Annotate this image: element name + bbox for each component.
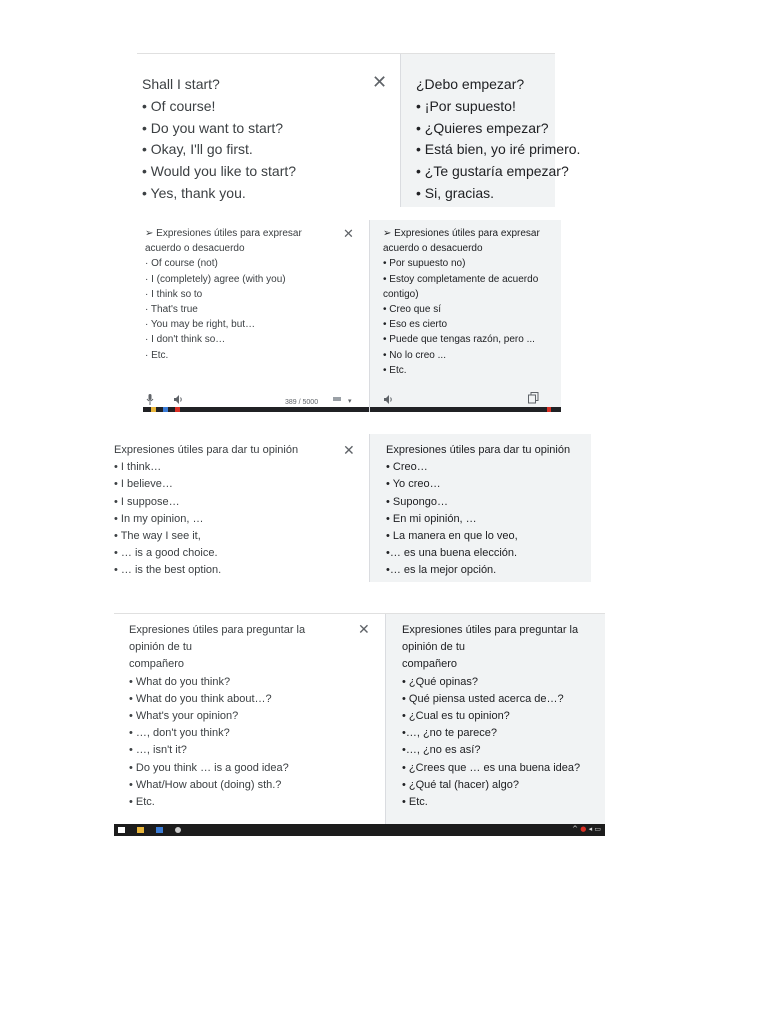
list-item: • Etc.: [402, 796, 428, 809]
translation-pane: [385, 614, 605, 825]
windows-start-icon[interactable]: [118, 827, 125, 833]
translation-pane: [369, 434, 591, 582]
list-item: • ¡Por supuesto!: [416, 97, 516, 114]
list-item: • Etc.: [129, 796, 155, 809]
list-item: contigo): [383, 288, 419, 300]
translation-header: ¿Debo empezar?: [416, 76, 525, 92]
list-item: • Do you want to start?: [142, 119, 284, 136]
list-item: • No lo creo ...: [383, 349, 446, 361]
source-list: [114, 459, 369, 579]
list-item: • Okay, I'll go first.: [142, 141, 253, 158]
app-icon: [163, 407, 168, 412]
list-item: • What's your opinion?: [129, 710, 239, 723]
notification-icon[interactable]: ●: [580, 825, 587, 833]
list-item: • Si, gracias.: [416, 184, 495, 201]
translation-header: Expresiones útiles para dar tu opinión: [386, 444, 571, 456]
source-list: [129, 674, 385, 812]
list-item: • ¿Te gustaría empezar?: [416, 163, 569, 180]
list-item: • Puede que tengas razón, pero ...: [383, 334, 535, 346]
tray-icon: [547, 407, 551, 412]
source-header: Expresiones útiles para dar tu opinión: [114, 444, 299, 456]
app-icon: [151, 407, 156, 412]
list-item: · I think so to: [145, 288, 203, 300]
source-toolbar: [143, 394, 369, 406]
clear-text-close-icon[interactable]: ✕: [358, 622, 370, 638]
chevron-up-icon[interactable]: ^: [572, 825, 579, 833]
translation-header-line: opinión de tu: [402, 641, 465, 654]
translate-panel-2: [143, 220, 561, 412]
translation-list: [386, 459, 591, 579]
translation-list: [383, 256, 561, 378]
app-icon: [175, 407, 180, 412]
list-item: · Of course (not): [145, 258, 218, 270]
list-item: • Would you like to start?: [142, 163, 297, 180]
list-item: •… es una buena elección.: [386, 547, 518, 560]
list-item: • ¿Cual es tu opinion?: [402, 710, 510, 723]
list-item: • I suppose…: [114, 495, 180, 508]
clear-text-close-icon[interactable]: ✕: [343, 443, 355, 459]
list-item: · You may be right, but…: [145, 319, 256, 331]
system-tray: [572, 825, 601, 833]
list-item: • En mi opinión, …: [386, 512, 477, 525]
list-item: • Está bien, yo iré primero.: [416, 141, 581, 158]
source-header-line: compañero: [129, 658, 185, 671]
source-text-pane[interactable]: [110, 434, 369, 582]
translate-panel-1: [137, 53, 581, 207]
list-item: • What do you think about…?: [129, 692, 272, 705]
taskbar-strip: [143, 407, 369, 412]
list-item: • Yes, thank you.: [142, 184, 246, 201]
network-icon[interactable]: ▭: [594, 825, 601, 833]
list-item: • … is a good choice.: [114, 547, 218, 560]
list-item: • Do you think … is a good idea?: [129, 761, 289, 774]
list-item: • The way I see it,: [114, 530, 201, 543]
windows-taskbar: [114, 824, 605, 836]
source-list: [145, 256, 369, 362]
source-header: Shall I start?: [142, 76, 220, 92]
source-header-line: opinión de tu: [129, 641, 192, 654]
translation-header-line: Expresiones útiles para preguntar la: [402, 624, 579, 636]
list-item: • …, don't you think?: [129, 727, 230, 740]
list-item: · That's true: [145, 304, 198, 316]
list-item: • Eso es cierto: [383, 319, 448, 331]
list-item: • …, isn't it?: [129, 744, 187, 757]
volume-icon[interactable]: ◂: [588, 825, 593, 833]
source-text-pane[interactable]: [114, 614, 385, 825]
translation-pane: [400, 54, 581, 207]
translation-list: [416, 96, 581, 205]
list-item: • Of course!: [142, 97, 216, 114]
list-item: •…, ¿no te parece?: [402, 727, 497, 740]
translate-panel-4: [114, 613, 605, 825]
translation-list: [402, 674, 605, 812]
source-text-pane[interactable]: [137, 54, 400, 207]
list-item: • La manera en que lo veo,: [386, 530, 518, 543]
list-item: • Qué piensa usted acerca de…?: [402, 692, 564, 705]
list-item: • Creo…: [386, 461, 428, 474]
list-item: • In my opinion, …: [114, 512, 204, 525]
character-count: 389 / 5000: [285, 399, 319, 406]
list-item: • Estoy completamente de acuerdo: [383, 273, 539, 285]
list-item: • Por supuesto no): [383, 258, 466, 270]
list-item: • ¿Quieres empezar?: [416, 119, 549, 136]
translation-toolbar: [370, 394, 561, 406]
chevron-down-icon[interactable]: ▾: [348, 398, 352, 405]
clear-text-close-icon[interactable]: ✕: [343, 227, 354, 242]
list-item: • I believe…: [114, 478, 173, 491]
list-item: · Etc.: [145, 349, 169, 361]
list-item: • I think…: [114, 461, 162, 474]
source-header-line: Expresiones útiles para preguntar la: [129, 624, 306, 636]
list-item: • … is the best option.: [114, 564, 222, 577]
keyboard-icon[interactable]: [333, 397, 341, 401]
list-item: •…, ¿no es así?: [402, 744, 481, 757]
list-item: · I don't think so…: [145, 334, 226, 346]
source-header-line: acuerdo o desacuerdo: [145, 243, 245, 255]
list-item: • ¿Qué tal (hacer) algo?: [402, 778, 519, 791]
list-item: • Etc.: [383, 364, 407, 376]
list-item: • Creo que sí: [383, 304, 441, 316]
list-item: · I (completely) agree (with you): [145, 273, 286, 285]
chrome-icon[interactable]: [175, 827, 181, 833]
source-text-pane[interactable]: [143, 220, 369, 412]
list-item: • What/How about (doing) sth.?: [129, 778, 282, 791]
list-item: • ¿Crees que … es una buena idea?: [402, 761, 581, 774]
app-icon[interactable]: [156, 827, 163, 833]
source-list: [142, 96, 400, 205]
source-header-line: ➢ Expresiones útiles para expresar: [145, 228, 302, 239]
translation-header-line: acuerdo o desacuerdo: [383, 243, 483, 255]
list-item: •… es la mejor opción.: [386, 564, 497, 577]
taskbar-strip: [370, 407, 561, 412]
list-item: • What do you think?: [129, 675, 231, 688]
list-item: • ¿Qué opinas?: [402, 675, 479, 688]
translation-header-line: ➢ Expresiones útiles para expresar: [383, 228, 540, 239]
translation-header-line: compañero: [402, 658, 458, 671]
translate-panel-3: [110, 434, 591, 582]
list-item: • Supongo…: [386, 495, 448, 508]
clear-text-close-icon[interactable]: ✕: [372, 72, 388, 93]
translation-pane: [369, 220, 561, 412]
list-item: • Yo creo…: [386, 478, 441, 491]
file-explorer-icon[interactable]: [137, 827, 144, 833]
